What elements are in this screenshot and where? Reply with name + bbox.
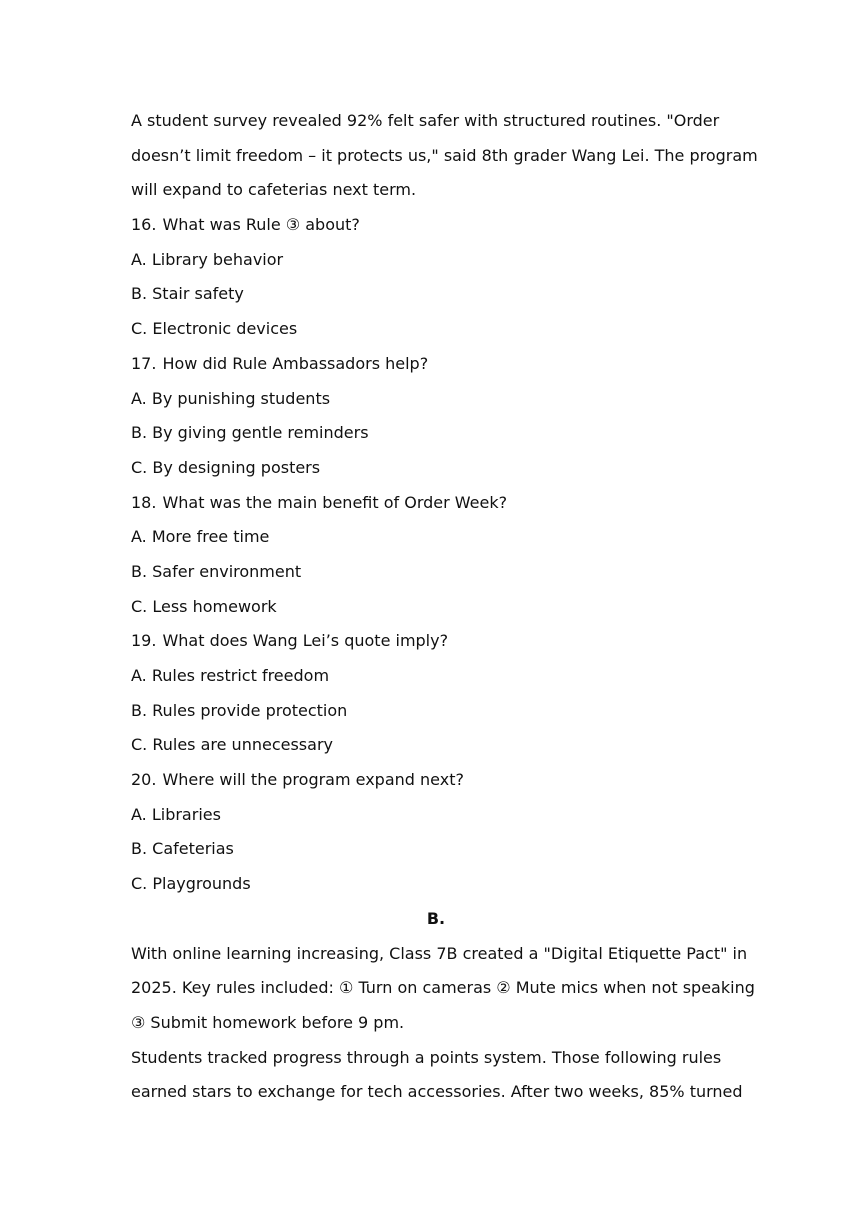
section-b-heading: B. (426, 908, 446, 928)
question-20 (131, 763, 741, 902)
text-line: doesn’t limit freedom – it protects us," said 8th grader Wang Lei. The program (131, 145, 758, 165)
option-a: A. Rules restrict freedom (131, 666, 330, 685)
option-c: C. Rules are unnecessary (131, 735, 333, 755)
question-number: 20. (131, 770, 157, 790)
option-a: A. Library behavior (131, 249, 284, 269)
question-text: What does Wang Lei’s quote imply? (162, 631, 449, 651)
question-number: 19. (131, 631, 157, 651)
question-text: Where will the program expand next? (162, 770, 464, 790)
question-stem (131, 208, 741, 243)
question-text: How did Rule Ambassadors help? (162, 353, 429, 373)
question-stem (131, 624, 741, 659)
section-b-paragraph-2 (131, 1041, 741, 1110)
option-a: A. By punishing students (131, 388, 331, 408)
option-a: A. Libraries (131, 804, 221, 824)
question-stem (131, 763, 741, 798)
question-number: 16. (131, 215, 157, 235)
text-line: Students tracked progress through a points system. Those following rules (131, 1047, 722, 1067)
text-line: A student survey revealed 92% felt safer with structured routines. "Order (131, 111, 720, 130)
question-16 (131, 208, 741, 347)
text-line: earned stars to exchange for tech accessories. After two weeks, 85% turned (131, 1082, 743, 1102)
text-line: 2025. Key rules included: ① Turn on cameras ② Mute mics when not speaking (131, 978, 755, 998)
text-line: ③ Submit homework before 9 pm. (131, 1012, 405, 1032)
question-number: 17. (131, 353, 157, 373)
document-page (131, 104, 758, 1110)
option-c: C. Electronic devices (131, 319, 298, 339)
option-b: B. By giving gentle reminders (131, 423, 369, 443)
option-b: B. Rules provide protection (131, 700, 348, 720)
option-b: B. Stair safety (131, 284, 244, 304)
question-18 (131, 486, 741, 625)
question-stem (131, 486, 741, 521)
option-b: B. Cafeterias (131, 839, 234, 859)
option-a: A. More free time (131, 527, 270, 547)
text-line: With online learning increasing, Class 7B created a "Digital Etiquette Pact" in (131, 943, 748, 963)
section-b-paragraph-1 (131, 937, 755, 1041)
text-line: will expand to cafeterias next term. (131, 180, 417, 200)
option-c: C. Less homework (131, 596, 277, 616)
option-c: C. Playgrounds (131, 874, 251, 894)
option-b: B. Safer environment (131, 561, 302, 581)
intro-paragraph (131, 104, 758, 208)
question-text: What was the main benefit of Order Week? (162, 492, 508, 512)
option-c: C. By designing posters (131, 457, 321, 477)
question-number: 18. (131, 492, 157, 512)
question-text: What was Rule ③ about? (162, 215, 360, 235)
question-17 (131, 347, 741, 486)
question-19 (131, 624, 741, 763)
question-stem (131, 347, 741, 382)
